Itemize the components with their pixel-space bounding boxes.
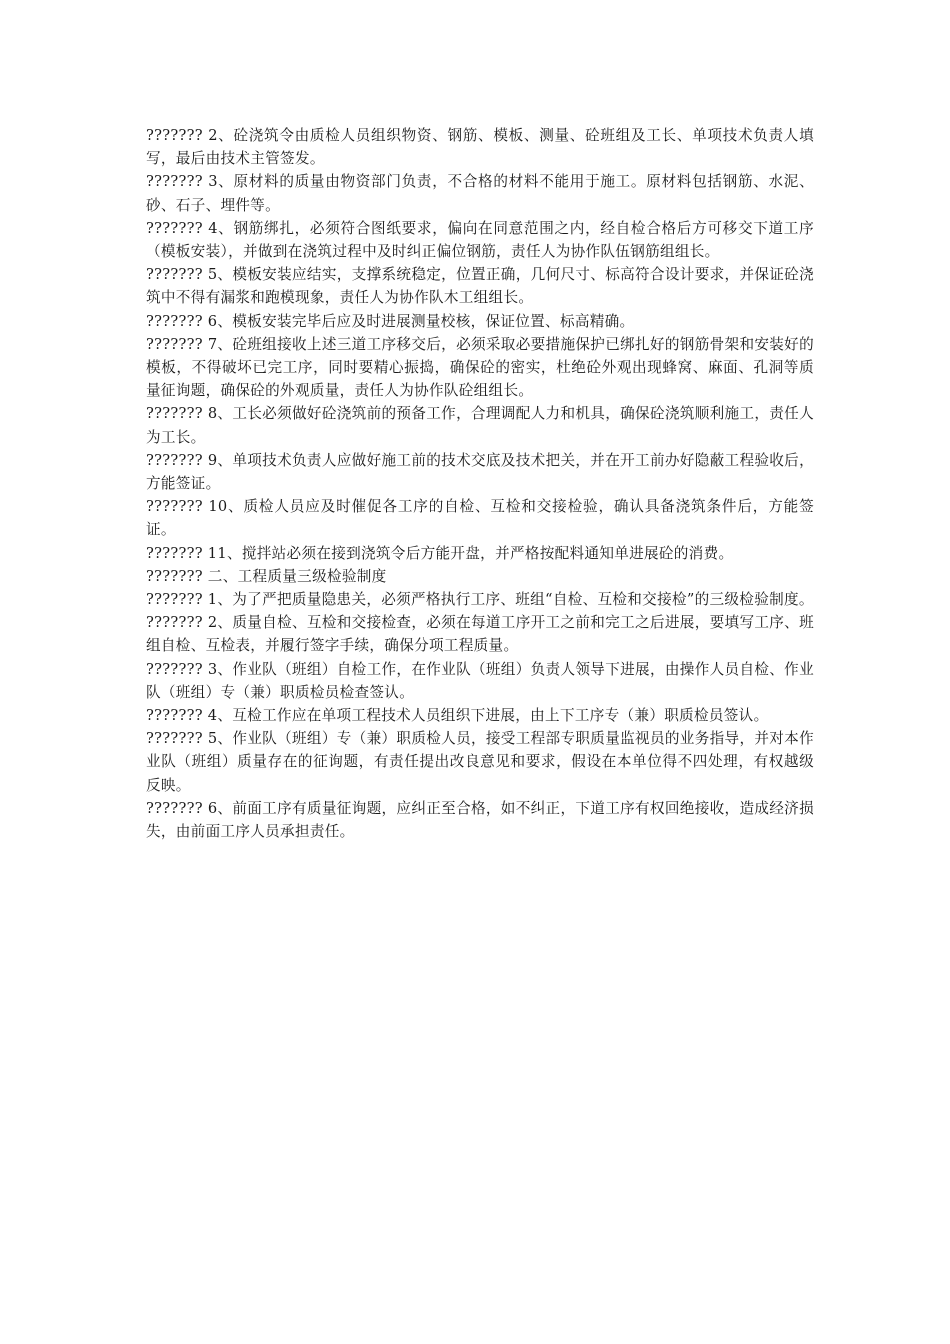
- paragraph-team-inspectors: ??????? 5、作业队（班组）专（兼）职质检人员，接受工程部专职质量监视员的业务指导，并对本作业队（班组）质量存在的征询题，有责任提出改良意见和要求，假设在本单位得不四处理，有权越级反映。: [146, 730, 814, 794]
- paragraph-survey-check: ??????? 6、模板安装完毕后应及时进展测量校核，保证位置、标高精确。: [146, 312, 635, 330]
- paragraph-technical-lead: ??????? 9、单项技术负责人应做好施工前的技术交底及技术把关，并在开工前办好隐蔽工程验收后，方能签证。: [146, 451, 814, 493]
- paragraph-foreman: ??????? 8、工长必须做好砼浇筑前的预备工作，合理调配人力和机具，确保砼浇筑顺利施工，责任人为工长。: [146, 405, 814, 446]
- paragraph-quality-inspector: ??????? 10、质检人员应及时催促各工序的自检、互检和交接检验，确认具备浇筑条件后，方能签证。: [146, 498, 814, 539]
- paragraph-raw-materials: ??????? 3、原材料的质量由物资部门负责，不合格的材料不能用于施工。原材料包括钢筋、水泥、砂、石子、埋件等。: [146, 173, 814, 214]
- paragraph-concrete-team: ??????? 7、砼班组接收上述三道工序移交后，必须采取必要措施保护已绑扎好的钢筋骨架和安装好的模板，不得破坏已完工序，同时要精心振捣，确保砼的密实，杜绝砼外观出现蜂窝、麻面、孔洞等质量征询题，确保砼的外观质量，责任人为协作队砼组组长。: [146, 335, 814, 400]
- paragraph-mutual-check: ??????? 4、互检工作应在单项工程技术人员组织下进展，由上下工序专（兼）职质检员签认。: [146, 707, 769, 725]
- section-heading-three-level-inspection: ??????? 二、工程质量三级检验制度: [146, 567, 387, 585]
- paragraph-self-mutual-check: ??????? 2、质量自检、互检和交接检查，必须在每道工序开工之前和完工之后进展，要填写工序、班组自检、互检表，并履行签字手续，确保分项工程质量。: [146, 614, 814, 655]
- paragraph-formwork-install: ??????? 5、模板安装应结实，支撑系统稳定，位置正确，几何尺寸、标高符合设计要求，并保证砼浇筑中不得有漏浆和跑模现象，责任人为协作队木工组组长。: [146, 266, 814, 307]
- document-body: [146, 124, 814, 843]
- paragraph-concrete-order: ??????? 2、砼浇筑令由质检人员组织物资、钢筋、模板、测量、砼班组及工长、单项技术负责人填写，最后由技术主管签发。: [146, 127, 814, 168]
- paragraph-team-self-check: ??????? 3、作业队（班组）自检工作，在作业队（班组）负责人领导下进展，由操作人员自检、作业队（班组）专（兼）职质检员检查签认。: [146, 660, 814, 701]
- paragraph-rebar-binding: ??????? 4、钢筋绑扎，必须符合图纸要求，偏向在同意范围之内，经自检合格后方可移交下道工序（模板安装），并做到在浇筑过程中及时纠正偏位钢筋，责任人为协作队伍钢筋组组长。: [146, 219, 814, 261]
- paragraph-three-level-system: ??????? 1、为了严把质量隐患关，必须严格执行工序、班组“自检、互检和交接检”的三级检验制度。: [146, 591, 814, 609]
- paragraph-previous-process: ??????? 6、前面工序有质量征询题，应纠正至合格，如不纠正，下道工序有权回绝接收，造成经济损失，由前面工序人员承担责任。: [146, 799, 814, 841]
- paragraph-mixing-station: ??????? 11、搅拌站必须在接到浇筑令后方能开盘，并严格按配料通知单进展砼的消费。: [146, 544, 734, 562]
